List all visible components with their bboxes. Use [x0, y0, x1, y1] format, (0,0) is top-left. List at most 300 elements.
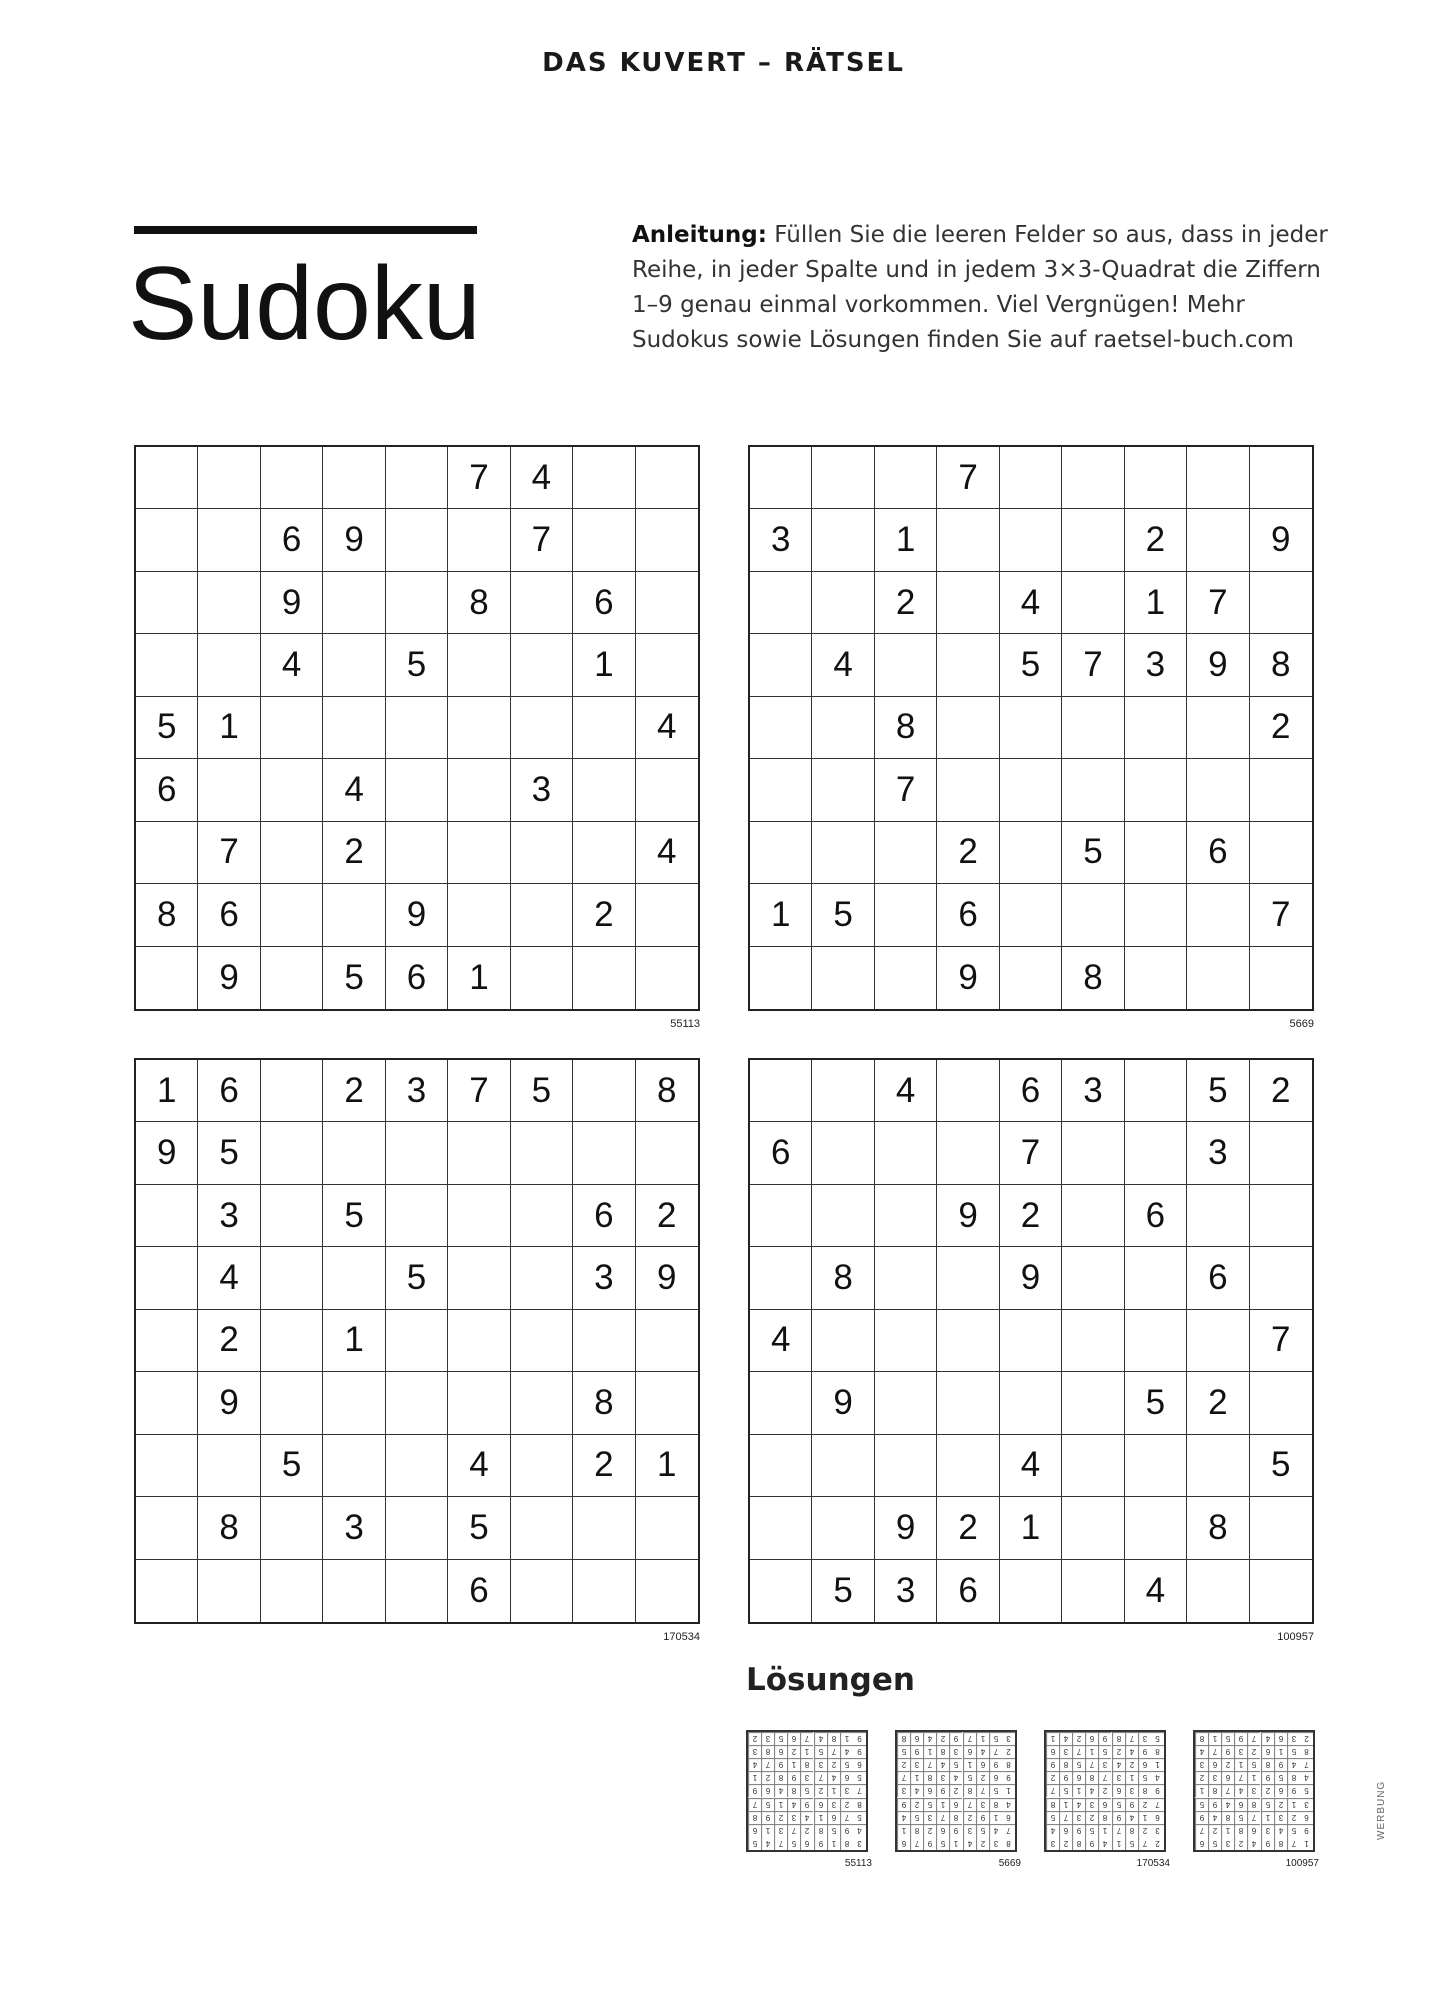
sudoku-cell	[261, 1310, 323, 1372]
solution-cell: 5	[1208, 1837, 1221, 1850]
solution-cell: 8	[761, 1745, 774, 1758]
sudoku-cell: 1	[323, 1310, 385, 1372]
sudoku-cell	[812, 947, 874, 1009]
solution-cell: 5	[1287, 1824, 1300, 1837]
sudoku-cell: 8	[198, 1497, 260, 1559]
solution-cell: 6	[1195, 1837, 1208, 1850]
solution-cell: 6	[1059, 1824, 1072, 1837]
solution-cell: 8	[1112, 1732, 1125, 1745]
sudoku-cell: 5	[812, 1560, 874, 1622]
solution-cell: 7	[1059, 1811, 1072, 1824]
solution-cell: 4	[787, 1798, 800, 1811]
sudoku-cell	[573, 1060, 635, 1122]
sudoku-cell: 9	[198, 1372, 260, 1434]
sudoku-cell: 2	[1125, 509, 1187, 571]
solution-cell: 2	[1085, 1811, 1098, 1824]
solution-cell: 2	[1046, 1771, 1059, 1784]
sudoku-cell	[750, 759, 812, 821]
solution-cell: 1	[800, 1745, 813, 1758]
sudoku-cell	[1000, 884, 1062, 946]
solution-cell: 1	[1208, 1732, 1221, 1745]
sudoku-cell	[136, 947, 198, 1009]
sudoku-cell	[750, 697, 812, 759]
solution-cell: 8	[1059, 1758, 1072, 1771]
solution-cell: 1	[827, 1784, 840, 1797]
instructions-label: Anleitung:	[632, 222, 767, 248]
sudoku-cell: 4	[812, 634, 874, 696]
solution-cell: 5	[1300, 1784, 1313, 1797]
solution-cell: 1	[840, 1732, 853, 1745]
solution-cell: 5	[963, 1771, 976, 1784]
solution-cell: 1	[1138, 1811, 1151, 1824]
sudoku-cell	[511, 1435, 573, 1497]
solution-cell: 8	[774, 1771, 787, 1784]
sudoku-cell: 7	[1000, 1122, 1062, 1184]
solution-cell: 9	[989, 1758, 1002, 1771]
solution-cell: 1	[1221, 1824, 1234, 1837]
sudoku-cell: 1	[636, 1435, 698, 1497]
sudoku-cell	[750, 1560, 812, 1622]
solution-cell: 1	[1072, 1784, 1085, 1797]
sudoku-cell	[1062, 1435, 1124, 1497]
sudoku-cell: 6	[448, 1560, 510, 1622]
solution-cell: 7	[840, 1811, 853, 1824]
sudoku-cell: 9	[198, 947, 260, 1009]
sudoku-cell: 5	[1250, 1435, 1312, 1497]
solution-cell: 2	[1155, 1838, 1160, 1848]
solution-cell: 1	[1098, 1824, 1111, 1837]
solution-cell: 2	[936, 1732, 949, 1745]
sudoku-cell	[1062, 572, 1124, 634]
sudoku-cell	[1250, 1497, 1312, 1559]
solution-cell: 4	[761, 1837, 774, 1850]
solution-cell: 2	[1234, 1837, 1247, 1850]
solution-cell: 2	[1247, 1745, 1260, 1758]
sudoku-cell: 5	[1062, 822, 1124, 884]
solution-cell: 2	[1059, 1837, 1072, 1850]
solution-cell: 9	[1059, 1771, 1072, 1784]
sudoku-cell	[1125, 447, 1187, 509]
solution-cell: 9	[761, 1811, 774, 1824]
solution-cell: 8	[949, 1811, 962, 1824]
solution-cell: 3	[1221, 1837, 1234, 1850]
sudoku-cell: 5	[323, 1185, 385, 1247]
solution-cell: 4	[1221, 1798, 1234, 1811]
solution-cell: 7	[923, 1758, 936, 1771]
solution-cell: 5	[1274, 1771, 1287, 1784]
solution-cell: 6	[1261, 1745, 1274, 1758]
solution-cell: 2	[923, 1824, 936, 1837]
solution-cell: 3	[1151, 1824, 1164, 1837]
sudoku-cell: 8	[136, 884, 198, 946]
sudoku-cell: 9	[261, 572, 323, 634]
sudoku-cell: 9	[1250, 509, 1312, 571]
solution-cell: 6	[949, 1798, 962, 1811]
sudoku-cell	[323, 1247, 385, 1309]
sudoku-cell: 5	[448, 1497, 510, 1559]
sudoku-cell	[136, 1185, 198, 1247]
solution-cell: 1	[1261, 1811, 1274, 1824]
solution-grid	[1044, 1730, 1166, 1852]
sudoku-cell	[812, 1497, 874, 1559]
sudoku-cell: 7	[937, 447, 999, 509]
sudoku-cell: 7	[511, 509, 573, 571]
sudoku-cell	[1125, 884, 1187, 946]
solution-cell: 5	[989, 1784, 1002, 1797]
solution-cell: 7	[963, 1732, 976, 1745]
sudoku-cell	[511, 1560, 573, 1622]
solution-cell: 4	[814, 1732, 827, 1745]
solution-cell: 7	[1151, 1798, 1164, 1811]
sudoku-cell	[448, 759, 510, 821]
solution-cell: 5	[1221, 1732, 1234, 1745]
solution-cell: 8	[1221, 1811, 1234, 1824]
solution-cell: 5	[976, 1824, 989, 1837]
sudoku-cell	[875, 447, 937, 509]
sudoku-cell: 5	[136, 697, 198, 759]
sudoku-cell	[1062, 697, 1124, 759]
solution-cell: 5	[1046, 1811, 1059, 1824]
solution-cell: 9	[1195, 1811, 1208, 1824]
solution-cell: 2	[1300, 1732, 1313, 1745]
sudoku-cell	[812, 509, 874, 571]
solution-cell: 8	[814, 1824, 827, 1837]
solution-cell: 5	[1085, 1824, 1098, 1837]
solution-cell: 8	[1208, 1784, 1221, 1797]
solution-cell: 5	[853, 1811, 866, 1824]
solution-cell: 8	[1247, 1798, 1260, 1811]
sudoku-cell	[1062, 1497, 1124, 1559]
sudoku-cell	[1187, 947, 1249, 1009]
solution-cell: 2	[761, 1771, 774, 1784]
sudoku-cell: 6	[198, 1060, 260, 1122]
solution-cell: 6	[1300, 1811, 1313, 1824]
sudoku-cell	[136, 1497, 198, 1559]
sudoku-cell	[937, 1372, 999, 1434]
solution-cell: 2	[1287, 1811, 1300, 1824]
solution-cell: 5	[1138, 1771, 1151, 1784]
solution-cell: 4	[827, 1771, 840, 1784]
sudoku-cell	[937, 1310, 999, 1372]
solution-cell: 3	[1098, 1758, 1111, 1771]
solution-cell: 5	[936, 1837, 949, 1850]
sudoku-cell: 4	[448, 1435, 510, 1497]
sudoku-cell	[1062, 1310, 1124, 1372]
solution-cell: 6	[800, 1837, 813, 1850]
solution-cell: 7	[1247, 1732, 1260, 1745]
sudoku-cell: 4	[323, 759, 385, 821]
sudoku-cell	[261, 1185, 323, 1247]
sudoku-cell: 6	[573, 1185, 635, 1247]
sudoku-cell	[1000, 1310, 1062, 1372]
solution-cell: 5	[1195, 1798, 1208, 1811]
sudoku-cell	[136, 1247, 198, 1309]
sudoku-cell	[1062, 1560, 1124, 1622]
sudoku-cell	[1187, 759, 1249, 821]
sudoku-cell	[261, 697, 323, 759]
solution-cell: 1	[963, 1758, 976, 1771]
sudoku-cell: 5	[812, 884, 874, 946]
sudoku-cell	[448, 634, 510, 696]
solution-cell: 8	[1138, 1784, 1151, 1797]
solution-cell: 2	[1072, 1732, 1085, 1745]
solution-cell: 4	[976, 1745, 989, 1758]
solution-cell: 2	[1098, 1784, 1111, 1797]
sudoku-cell: 3	[1187, 1122, 1249, 1184]
sudoku-cell	[937, 697, 999, 759]
solution-cell: 1	[1195, 1784, 1208, 1797]
solution-cell: 7	[853, 1784, 866, 1797]
sudoku-cell	[1250, 1185, 1312, 1247]
solution-cell: 2	[1208, 1824, 1221, 1837]
solution-cell: 4	[989, 1824, 1002, 1837]
sudoku-cell	[573, 759, 635, 821]
sudoku-cell	[937, 509, 999, 571]
sudoku-cell: 7	[448, 1060, 510, 1122]
sudoku-cell: 2	[636, 1185, 698, 1247]
solution-cell: 2	[1274, 1798, 1287, 1811]
sudoku-cell	[386, 572, 448, 634]
sudoku-cell	[511, 572, 573, 634]
solution-cell: 9	[1098, 1732, 1111, 1745]
sudoku-cell	[261, 884, 323, 946]
sudoku-cell	[198, 634, 260, 696]
sudoku-cell	[386, 1372, 448, 1434]
solution-cell: 3	[1234, 1745, 1247, 1758]
sudoku-cell	[875, 1310, 937, 1372]
sudoku-cell: 2	[573, 884, 635, 946]
solution-cell: 9	[853, 1732, 866, 1745]
sudoku-cell: 7	[1062, 634, 1124, 696]
sudoku-cell	[1062, 884, 1124, 946]
solution-cell: 2	[748, 1732, 761, 1745]
solution-id: 5669	[998, 1858, 1021, 1869]
sudoku-cell	[198, 509, 260, 571]
solution-cell: 4	[963, 1837, 976, 1850]
sudoku-cell	[386, 1435, 448, 1497]
sudoku-cell	[1000, 822, 1062, 884]
solution-cell: 9	[1151, 1784, 1164, 1797]
sudoku-cell: 2	[1187, 1372, 1249, 1434]
sudoku-cell: 3	[875, 1560, 937, 1622]
solution-grid	[895, 1730, 1017, 1852]
sudoku-cell: 6	[573, 572, 635, 634]
sudoku-cell: 3	[386, 1060, 448, 1122]
section-header: DAS KUVERT – RÄTSEL	[542, 48, 905, 78]
sudoku-cell: 9	[875, 1497, 937, 1559]
solution-cell: 7	[787, 1824, 800, 1837]
sudoku-cell	[937, 1247, 999, 1309]
sudoku-cell: 6	[1000, 1060, 1062, 1122]
sudoku-cell	[812, 759, 874, 821]
sudoku-cell	[511, 884, 573, 946]
sudoku-cell: 6	[750, 1122, 812, 1184]
solution-id: 100957	[1285, 1858, 1319, 1869]
sudoku-puzzle	[134, 445, 700, 1011]
sudoku-cell: 4	[1000, 572, 1062, 634]
solution-cell: 5	[923, 1798, 936, 1811]
sudoku-cell	[261, 822, 323, 884]
sudoku-cell	[875, 822, 937, 884]
solution-cell: 9	[1300, 1824, 1313, 1837]
sudoku-cell	[1250, 447, 1312, 509]
solution-cell: 7	[1195, 1824, 1208, 1837]
sudoku-cell	[1000, 697, 1062, 759]
sudoku-cell	[812, 1310, 874, 1372]
sudoku-cell	[750, 447, 812, 509]
solution-cell: 6	[936, 1824, 949, 1837]
solution-cell: 3	[787, 1811, 800, 1824]
sudoku-cell	[573, 697, 635, 759]
solution-cell: 5	[989, 1732, 1002, 1745]
solution-cell: 2	[976, 1771, 989, 1784]
solution-cell: 2	[897, 1758, 910, 1771]
sudoku-puzzle	[748, 1058, 1314, 1624]
sudoku-cell: 6	[1125, 1185, 1187, 1247]
sudoku-cell	[573, 509, 635, 571]
solution-cell: 3	[949, 1745, 962, 1758]
solution-cell: 5	[748, 1837, 761, 1850]
sudoku-cell: 5	[386, 634, 448, 696]
solution-cell: 8	[1261, 1758, 1274, 1771]
solution-cell: 7	[748, 1798, 761, 1811]
solution-cell: 8	[1125, 1824, 1138, 1837]
sudoku-cell	[1187, 697, 1249, 759]
solution-cell: 5	[897, 1745, 910, 1758]
solution-cell: 1	[774, 1798, 787, 1811]
solution-cell: 3	[857, 1838, 862, 1848]
solution-cell: 5	[1247, 1758, 1260, 1771]
solution-cell: 8	[787, 1784, 800, 1797]
solution-cell: 6	[827, 1811, 840, 1824]
sudoku-cell	[875, 634, 937, 696]
solution-cell: 2	[963, 1811, 976, 1824]
sudoku-cell: 3	[511, 759, 573, 821]
solution-cell: 1	[949, 1837, 962, 1850]
solution-cell: 4	[936, 1758, 949, 1771]
solution-cell: 8	[853, 1798, 866, 1811]
solution-cell: 4	[1234, 1784, 1247, 1797]
solution-cell: 5	[800, 1784, 813, 1797]
solution-cell: 7	[1247, 1811, 1260, 1824]
solution-cell: 6	[976, 1758, 989, 1771]
solution-grid	[1193, 1730, 1315, 1852]
solution-cell: 5	[1059, 1784, 1072, 1797]
sudoku-cell	[198, 1435, 260, 1497]
sudoku-cell	[511, 822, 573, 884]
puzzle-id: 5669	[1289, 1018, 1314, 1030]
solution-cell: 3	[1300, 1798, 1313, 1811]
sudoku-cell	[573, 947, 635, 1009]
sudoku-cell: 2	[937, 822, 999, 884]
sudoku-cell: 1	[875, 509, 937, 571]
solution-cell: 9	[949, 1732, 962, 1745]
solution-cell: 3	[936, 1771, 949, 1784]
solution-cell: 5	[814, 1745, 827, 1758]
solution-cell: 5	[1151, 1732, 1164, 1745]
sudoku-cell	[1125, 697, 1187, 759]
solution-cell: 5	[1261, 1798, 1274, 1811]
solution-cell: 4	[800, 1811, 813, 1824]
sudoku-cell	[750, 1497, 812, 1559]
solution-cell: 8	[910, 1824, 923, 1837]
sudoku-cell	[750, 1372, 812, 1434]
solution-cell: 4	[774, 1784, 787, 1797]
solution-cell: 6	[840, 1771, 853, 1784]
solution-cell: 5	[949, 1758, 962, 1771]
solution-cell: 7	[897, 1771, 910, 1784]
solution-cell: 3	[1261, 1824, 1274, 1837]
solution-cell: 6	[1098, 1798, 1111, 1811]
sudoku-cell: 2	[875, 572, 937, 634]
sudoku-cell: 6	[937, 1560, 999, 1622]
sudoku-cell	[573, 1310, 635, 1372]
sudoku-cell	[636, 1372, 698, 1434]
sudoku-cell: 9	[1000, 1247, 1062, 1309]
solution-cell: 1	[1046, 1732, 1059, 1745]
sudoku-cell: 2	[1250, 1060, 1312, 1122]
sudoku-cell: 2	[1250, 697, 1312, 759]
solution-id: 170534	[1136, 1858, 1170, 1869]
sudoku-cell	[750, 1185, 812, 1247]
solution-cell: 7	[827, 1745, 840, 1758]
sudoku-cell	[323, 1560, 385, 1622]
sudoku-cell: 9	[323, 509, 385, 571]
sudoku-cell: 7	[875, 759, 937, 821]
solution-cell: 7	[814, 1771, 827, 1784]
solution-cell: 7	[1125, 1732, 1138, 1745]
solution-cell: 9	[976, 1811, 989, 1824]
solution-cell: 9	[1072, 1824, 1085, 1837]
sudoku-cell: 2	[573, 1435, 635, 1497]
sudoku-cell	[261, 1060, 323, 1122]
sudoku-cell: 3	[1125, 634, 1187, 696]
sudoku-cell	[636, 1122, 698, 1184]
solution-cell: 2	[774, 1811, 787, 1824]
solution-cell: 2	[1221, 1758, 1234, 1771]
solution-cell: 3	[1195, 1758, 1208, 1771]
solution-cell: 4	[949, 1771, 962, 1784]
sudoku-cell	[448, 1122, 510, 1184]
solution-cell: 5	[1098, 1745, 1111, 1758]
sudoku-cell	[136, 509, 198, 571]
solution-cell: 9	[1221, 1745, 1234, 1758]
solution-cell: 5	[1125, 1837, 1138, 1850]
solution-cell: 4	[840, 1745, 853, 1758]
solution-cell: 9	[1274, 1758, 1287, 1771]
solution-cell: 1	[1085, 1745, 1098, 1758]
solution-cell: 2	[800, 1824, 813, 1837]
sudoku-cell	[386, 822, 448, 884]
sudoku-cell	[261, 1497, 323, 1559]
solution-cell: 8	[840, 1837, 853, 1850]
solution-cell: 4	[1002, 1798, 1015, 1811]
solution-cell: 1	[1234, 1758, 1247, 1771]
sudoku-cell: 3	[1062, 1060, 1124, 1122]
sudoku-cell	[812, 1435, 874, 1497]
solution-cell: 4	[1151, 1771, 1164, 1784]
sudoku-cell	[136, 1310, 198, 1372]
sudoku-cell	[875, 1372, 937, 1434]
sudoku-cell	[1062, 1247, 1124, 1309]
sudoku-cell	[448, 509, 510, 571]
sudoku-cell: 8	[1250, 634, 1312, 696]
solution-cell: 8	[897, 1732, 910, 1745]
solution-cell: 2	[910, 1798, 923, 1811]
sudoku-cell: 9	[136, 1122, 198, 1184]
sudoku-cell	[812, 1060, 874, 1122]
sudoku-cell	[198, 572, 260, 634]
